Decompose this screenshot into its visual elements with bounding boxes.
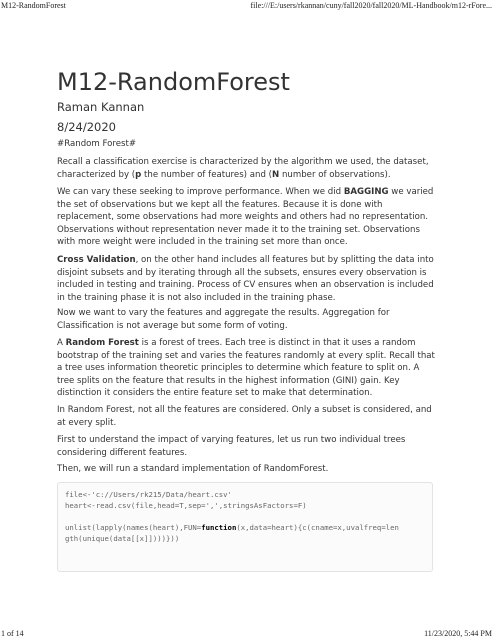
paragraph-random-forest: A Random Forest is a forest of trees. Each tree is distinct in that it uses a random bootstrap of the training set and varies the features randomly at every split. Recall that a tree uses information theoretic principles to determine which feature to split on. A tree splits on the feature that results in the highest information (GINI) gain. Key distinction it considers the entire feature set to make that determination. (57, 338, 435, 399)
code-line: gth(unique(data[[x]])))})) (65, 534, 180, 543)
document-author: Raman Kannan (57, 100, 145, 114)
paragraph-cross-validation: Cross Validation, on the other hand includes all features but by splitting the data into disjoint subsets and by iterating through all the subsets, ensures every observation is included in testing and training. Process of CV ensures when an observation is included in the training phase it is not also included in the training phase. (57, 255, 434, 303)
browser-footer (0, 626, 495, 640)
page-url: file:///E:/users/rkannan/cuny/fall2020/fall2020/ML-Handbook/m12-rFore... (250, 1, 492, 10)
paragraph-bagging: We can vary these seeking to improve performance. When we did BAGGING we varied the set of observations but we kept all the features. Because it is done with replacement, some observations had more weights and others had no representation. Observations without representation never made it to the training set. Observations with more weight were included in the training set more than once. (57, 187, 434, 248)
document-title: M12-RandomForest (57, 68, 290, 96)
paragraph-recall: Recall a classification exercise is characterized by the algorithm we used, the dataset, characterized by (p the number of features) and (N number of observations). (57, 157, 429, 180)
browser-header (0, 0, 495, 14)
print-timestamp: 11/23/2020, 5:44 PM (424, 629, 492, 638)
document-date: 8/24/2020 (57, 120, 116, 134)
page-count: 1 of 14 (1, 629, 24, 638)
code-line: file<-'c://Users/rk215/Data/heart.csv' (65, 490, 232, 499)
code-line: heart<-read.csv(file,head=T,sep=',',stringsAsFactors=F) (65, 501, 307, 510)
code-block[interactable] (57, 482, 433, 572)
paragraph-aggregation: Now we want to vary the features and aggregate the results. Aggregation for Classification is not average but some form of voting. (57, 308, 390, 331)
tab-title: M12-RandomForest (1, 1, 66, 10)
paragraph-subset: In Random Forest, not all the features are considered. Only a subset is considered, and at every split. (57, 405, 432, 428)
paragraph-two-trees: First to understand the impact of varying features, let us run two individual trees considering different features. (57, 435, 406, 458)
paragraph-standard-impl: Then, we will run a standard implementation of RandomForest. (57, 464, 329, 474)
code-line: unlist(lapply(names(heart),FUN=function(x,data=heart){c(cname=x,uvalfreq=len (65, 523, 399, 532)
code-blank-line (65, 511, 425, 522)
section-heading: #Random Forest# (57, 139, 137, 149)
